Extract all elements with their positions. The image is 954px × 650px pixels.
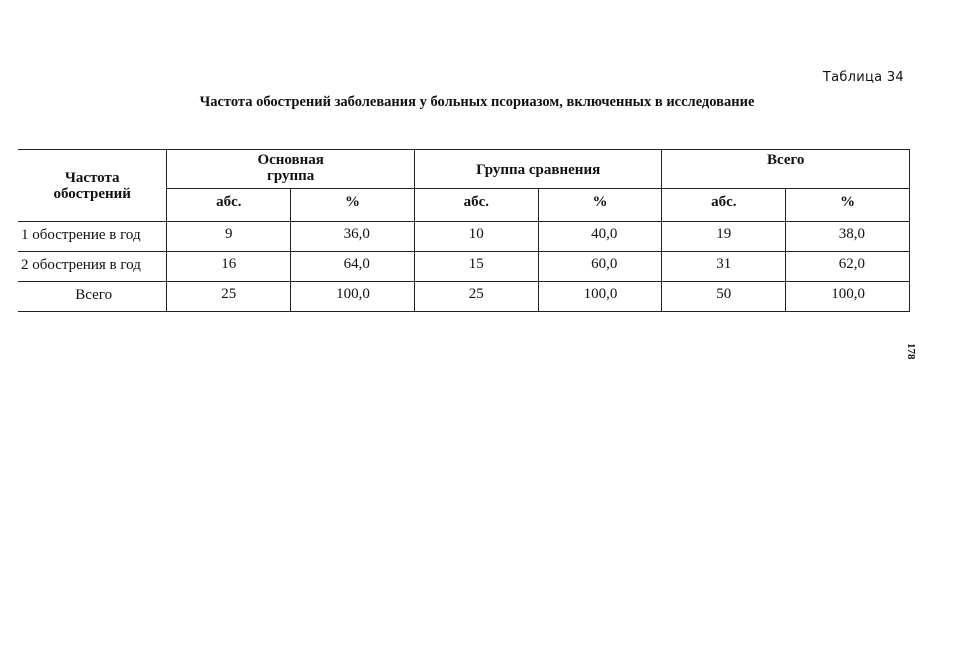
subheader-abs: абс. [662,189,786,222]
table-row [18,252,910,282]
cell-comparison-pct: 100,0 [538,282,662,312]
table-row [18,282,910,312]
cell-main-pct: 36,0 [291,222,415,252]
table-row [18,222,910,252]
cell-total-pct: 100,0 [786,282,910,312]
group-header-comparison: Группа сравнения [414,150,662,189]
row-label: Всего [18,282,167,312]
cell-total-pct: 38,0 [786,222,910,252]
subheader-pct: % [786,189,910,222]
cell-main-pct: 64,0 [291,252,415,282]
cell-main-abs: 16 [167,252,291,282]
page-number: 178 [905,343,917,360]
table-title: Частота обострений заболевания у больных псориазом, включенных в исследование [199,94,755,110]
group-header-total: Всего [662,150,910,189]
cell-comparison-abs: 10 [414,222,538,252]
cell-total-pct: 62,0 [786,252,910,282]
frequency-table [18,149,910,312]
subheader-pct: % [538,189,662,222]
subheader-abs: абс. [167,189,291,222]
cell-total-abs: 19 [662,222,786,252]
cell-comparison-pct: 60,0 [538,252,662,282]
cell-main-abs: 25 [167,282,291,312]
cell-main-pct: 100,0 [291,282,415,312]
table-number-label: Таблица 34 [822,70,904,85]
group-header-main: Основная группа [167,150,415,189]
row-label: 1 обострение в год [18,222,167,252]
subheader-pct: % [291,189,415,222]
cell-comparison-abs: 25 [414,282,538,312]
cell-total-abs: 50 [662,282,786,312]
cell-main-abs: 9 [167,222,291,252]
cell-total-abs: 31 [662,252,786,282]
header-row-groups [18,150,910,189]
subheader-abs: абс. [414,189,538,222]
row-label: 2 обострения в год [18,252,167,282]
cell-comparison-abs: 15 [414,252,538,282]
row-header-cell: Частота обострений [18,150,167,222]
cell-comparison-pct: 40,0 [538,222,662,252]
